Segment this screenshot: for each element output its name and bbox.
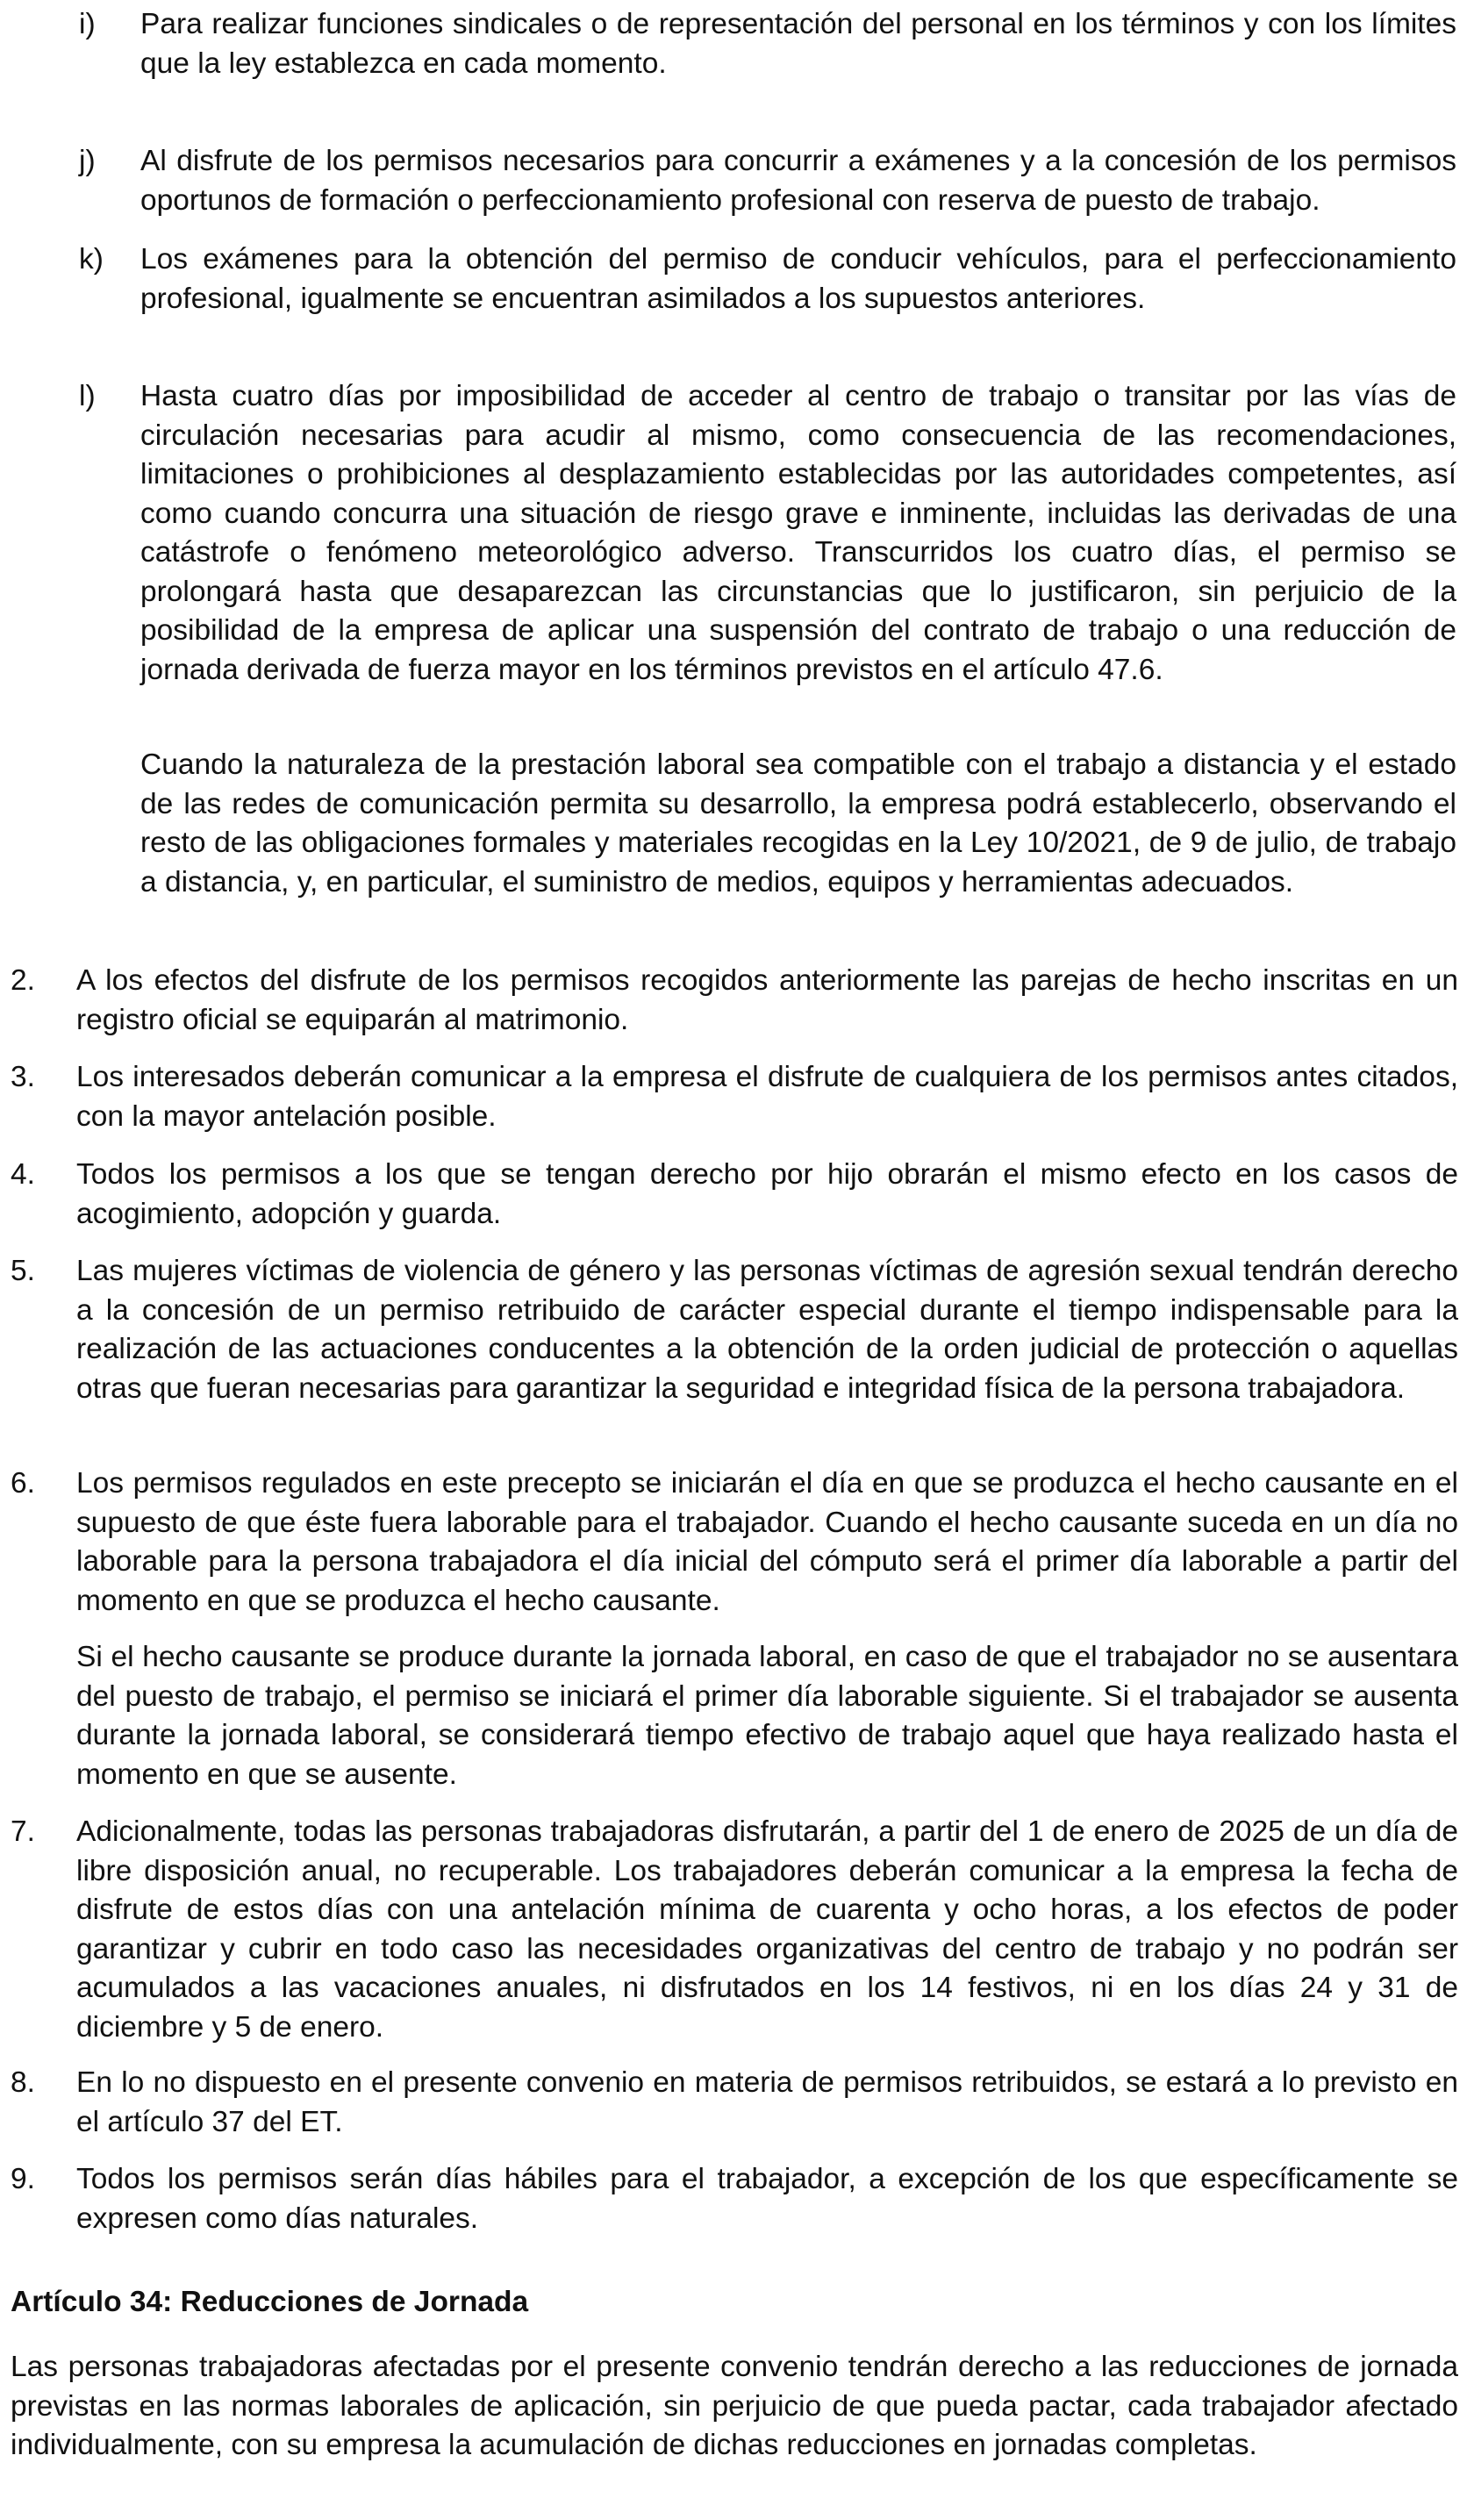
paragraph: Si el hecho causante se produce durante la jornada laboral, en caso de que el trabajador no se ausentara del puesto de trabajo, el permiso se iniciará el primer día laborable siguiente. Si el trabajador se ausenta durante la jornada laboral, se considerará tiempo efectivo de trabajo aquel que haya realizado hasta el momento en que se ausente. (76, 1641, 1458, 1791)
list-item-text: Para realizar funciones sindicales o de representación del personal en los términos y con los límites que la ley establezca en cada momento. (140, 8, 1456, 80)
list-item-text: Todos los permisos a los que se tengan derecho por hijo obrarán el mismo efecto en los casos de acogimiento, adopción y guarda. (76, 1158, 1458, 1230)
list-item-l-continuation (140, 746, 1456, 902)
list-marker: j) (79, 145, 96, 177)
list-marker: i) (79, 8, 96, 40)
list-item-k (79, 240, 1465, 319)
list-marker: 6. (11, 1467, 35, 1500)
list-marker: 3. (11, 1061, 35, 1093)
list-item-text: Hasta cuatro días por imposibilidad de acceder al centro de trabajo o transitar por las vías de circulación necesarias para acudir al mismo, como consecuencia de las recomendaciones, limitaciones o prohibiciones al desplazamiento establecidas por las autoridades competentes, así como cuando concurra una situación de riesgo grave e inminente, incluidas las derivadas de una catástrofe o fenómeno meteorológico adverso. Transcurridos los cuatro días, el permiso se prolongará hasta que desaparezcan las circunstancias que lo justificaron, sin perjuicio de la posibilidad de la empresa de aplicar una suspensión del contrato de trabajo o una reducción de jornada derivada de fuerza mayor en los términos previstos en el artículo 47.6. (140, 380, 1456, 686)
section-body (11, 2348, 1458, 2466)
list-item-j (79, 142, 1465, 220)
list-item-text: Los interesados deberán comunicar a la empresa el disfrute de cualquiera de los permisos antes citados, con la mayor antelación posible. (76, 1061, 1458, 1133)
list-item-text: En lo no dispuesto en el presente convenio en materia de permisos retribuidos, se estará a lo previsto en el artículo 37 del ET. (76, 2066, 1458, 2138)
list-item-6 (11, 1464, 1458, 1621)
list-item-l (79, 377, 1465, 690)
list-item-2 (11, 962, 1458, 1040)
section-heading: Artículo 34: Reducciones de Jornada (11, 2286, 529, 2318)
list-item-text: Las mujeres víctimas de violencia de género y las personas víctimas de agresión sexual tendrán derecho a la concesión de un permiso retribuido de carácter especial durante el tiempo indispensable para la realización de las actuaciones conducentes a la obtención de la orden judicial de protección o aquellas otras que fueran necesarias para garantizar la seguridad e integridad física de la persona trabajadora. (76, 1255, 1458, 1405)
list-item-8 (11, 2064, 1458, 2142)
list-marker: 2. (11, 964, 35, 997)
list-marker: 4. (11, 1158, 35, 1191)
list-item-3 (11, 1058, 1458, 1136)
list-marker: 9. (11, 2163, 35, 2195)
list-item-text: A los efectos del disfrute de los permisos recogidos anteriormente las parejas de hecho inscritas en un registro oficial se equiparán al matrimonio. (76, 964, 1458, 1036)
list-item-text: Al disfrute de los permisos necesarios para concurrir a exámenes y a la concesión de los permisos oportunos de formación o perfeccionamiento profesional con reserva de puesto de trabajo. (140, 145, 1456, 217)
list-item-i (79, 5, 1465, 83)
list-marker: 7. (11, 1815, 35, 1848)
list-item-9 (11, 2160, 1458, 2238)
list-item-text: Los permisos regulados en este precepto se iniciarán el día en que se produzca el hecho causante en el supuesto de que éste fuera laborable para el trabajador. Cuando el hecho causante suceda en un día no laborable para la persona trabajadora el día inicial del cómputo será el primer día laborable a partir del momento en que se produzca el hecho causante. (76, 1467, 1458, 1617)
list-item-6-continuation (76, 1638, 1458, 1794)
list-marker: l) (79, 380, 96, 412)
list-item-5 (11, 1252, 1458, 1408)
list-marker: 5. (11, 1255, 35, 1287)
list-marker: 8. (11, 2066, 35, 2099)
list-item-text: Los exámenes para la obtención del permiso de conducir vehículos, para el perfeccionamiento profesional, igualmente se encuentran asimilados a los supuestos anteriores. (140, 243, 1456, 315)
list-item-7 (11, 1813, 1458, 2047)
list-item-4 (11, 1156, 1458, 1234)
paragraph: Las personas trabajadoras afectadas por el presente convenio tendrán derecho a las reducciones de jornada previstas en las normas laborales de aplicación, sin perjuicio de que pueda pactar, cada trabajador afectado individualmente, con su empresa la acumulación de dichas reducciones en jornadas completas. (11, 2351, 1458, 2461)
list-marker: k) (79, 243, 104, 276)
list-item-text: Adicionalmente, todas las personas trabajadoras disfrutarán, a partir del 1 de enero de 2025 de un día de libre disposición anual, no recuperable. Los trabajadores deberán comunicar a la empresa la fecha de disfrute de estos días con una antelación mínima de cuarenta y ocho horas, a los efectos de poder garantizar y cubrir en todo caso las necesidades organizativas del centro de trabajo y no podrán ser acumulados a las vacaciones anuales, ni disfrutados en los 14 festivos, ni en los días 24 y 31 de diciembre y 5 de enero. (76, 1815, 1458, 2044)
list-item-text: Todos los permisos serán días hábiles para el trabajador, a excepción de los que específicamente se expresen como días naturales. (76, 2163, 1458, 2235)
paragraph: Cuando la naturaleza de la prestación laboral sea compatible con el trabajo a distancia y el estado de las redes de comunicación permita su desarrollo, la empresa podrá establecerlo, observando el resto de las obligaciones formales y materiales recogidas en la Ley 10/2021, de 9 de julio, de trabajo a distancia, y, en particular, el suministro de medios, equipos y herramientas adecuados. (140, 748, 1456, 898)
